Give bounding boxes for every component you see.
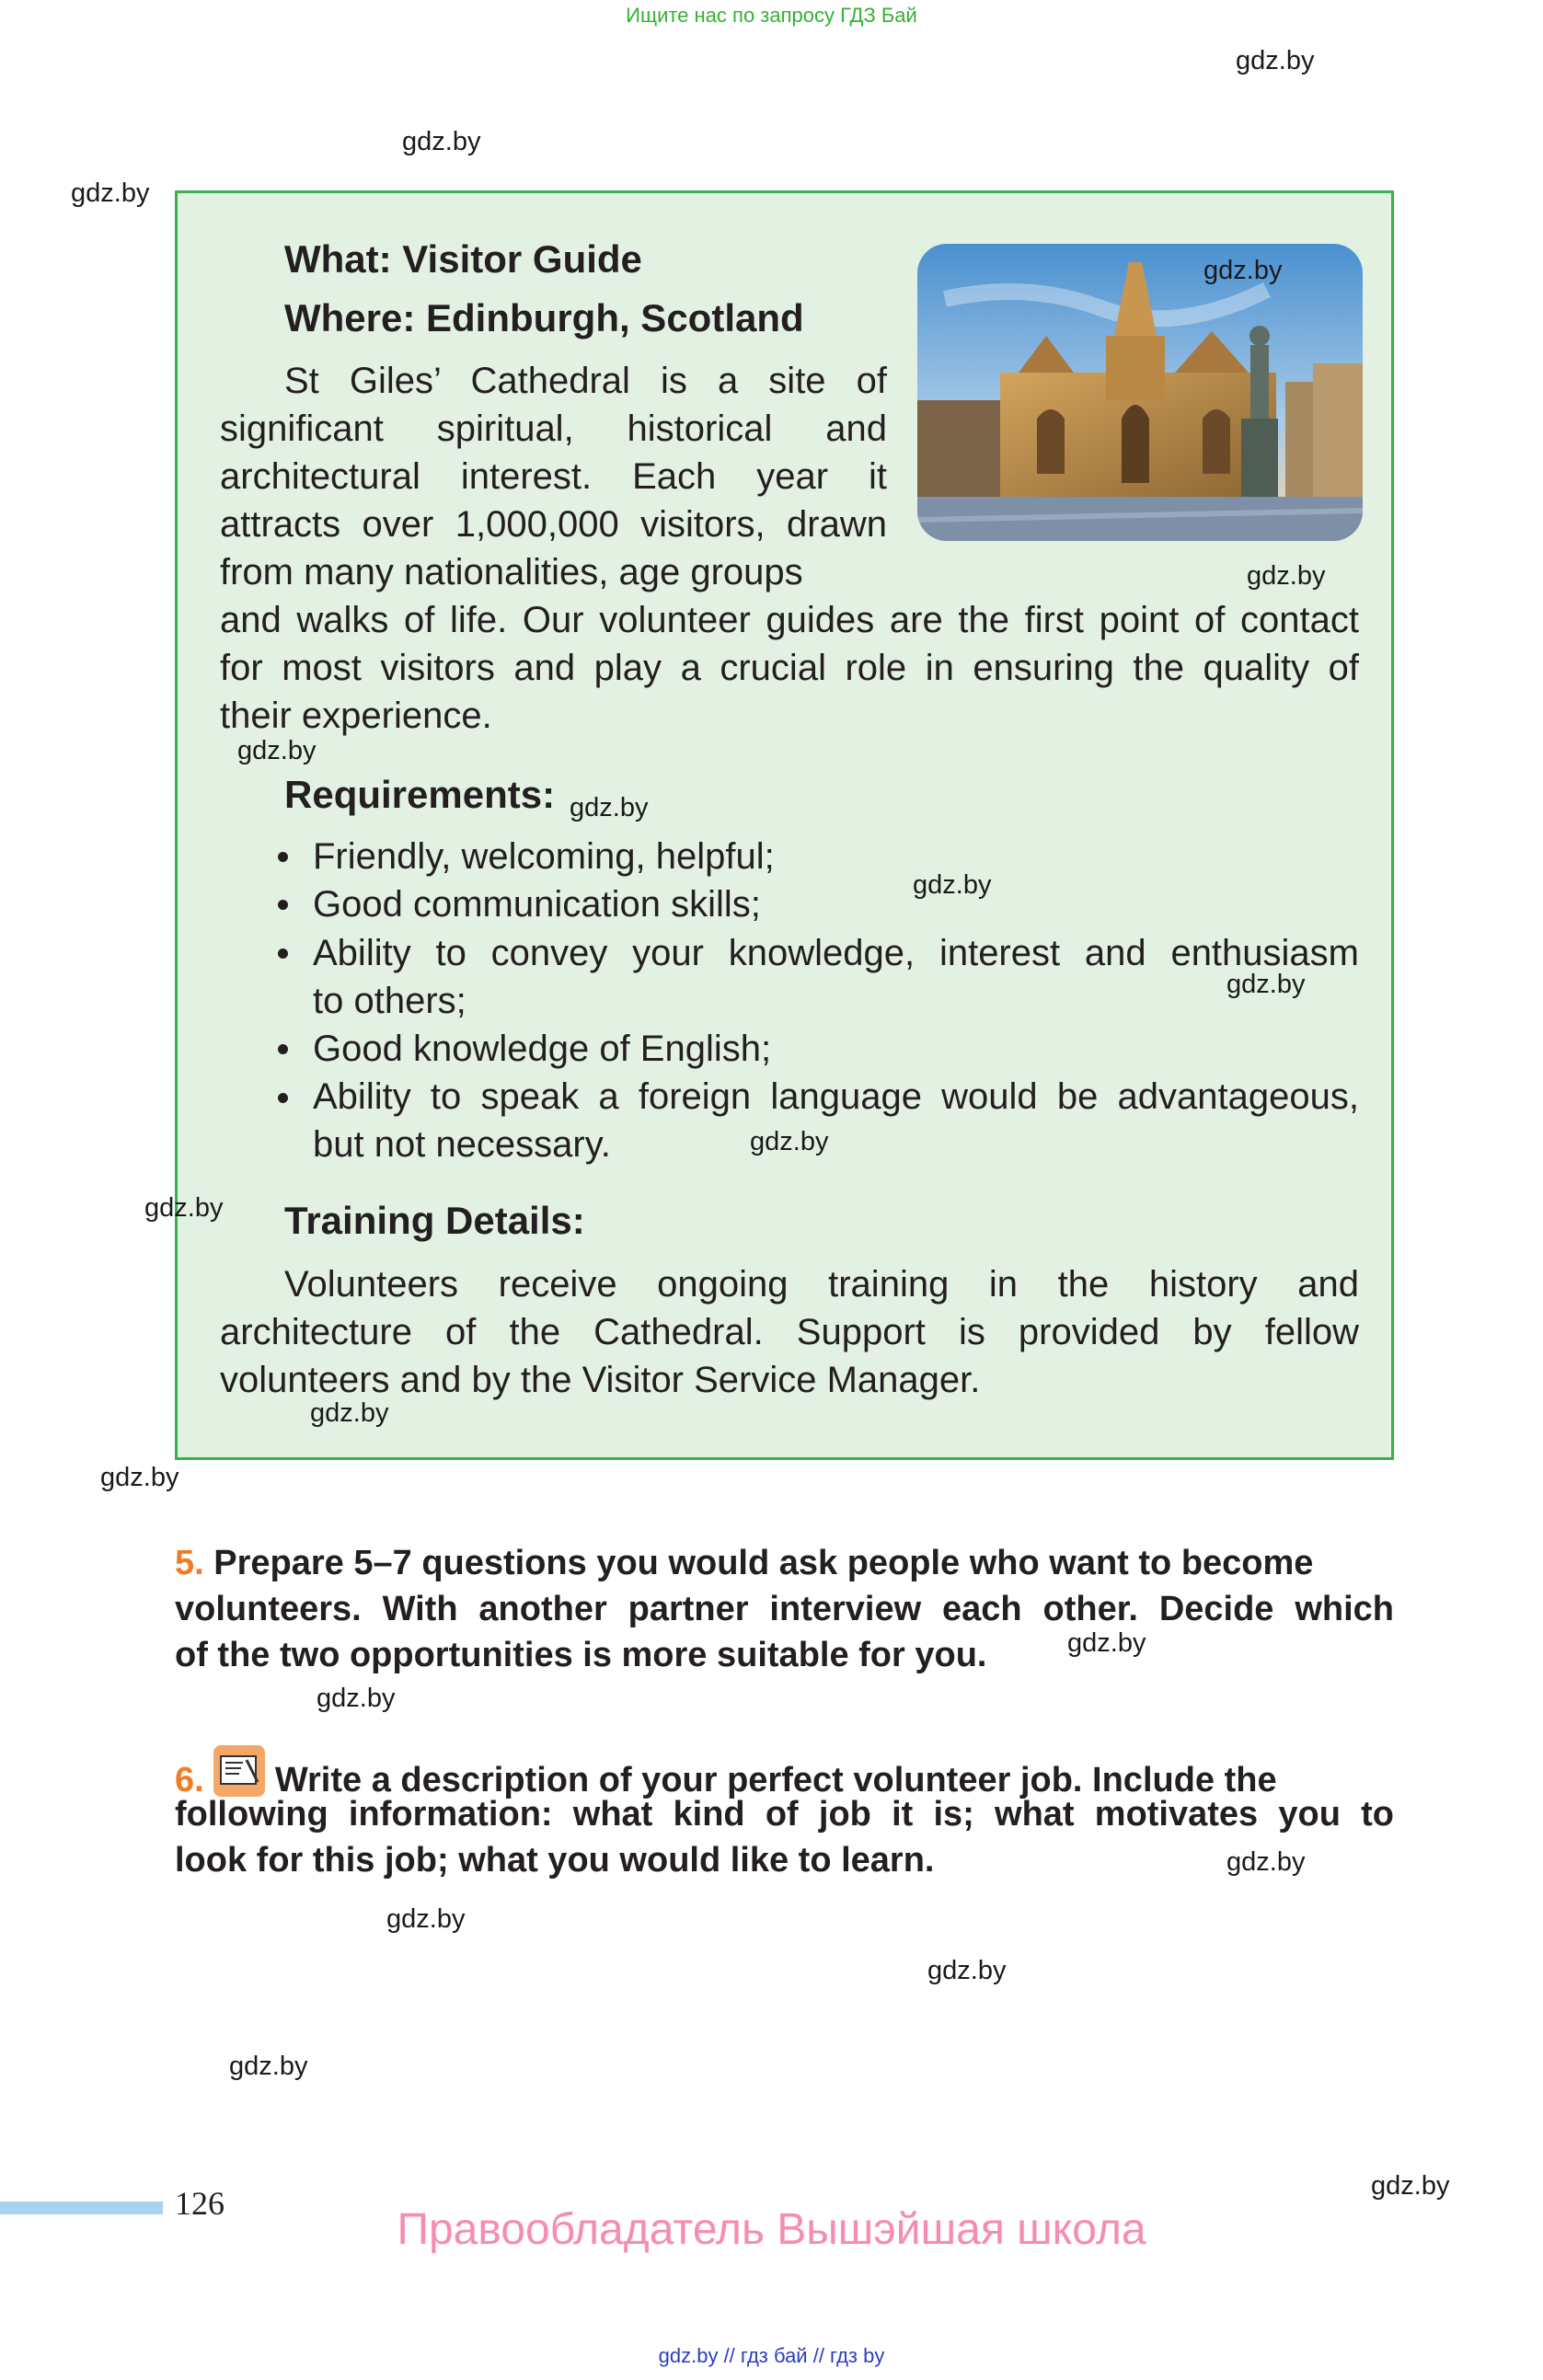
rights-holder: Правообладатель Вышэйшая школа <box>397 2205 1146 2254</box>
watermark: gdz.by <box>100 1463 179 1492</box>
watermark: gdz.by <box>1247 561 1326 591</box>
requirement-item: Good communication skills; <box>313 884 761 925</box>
watermark: gdz.by <box>1371 2171 1450 2201</box>
requirement-item: Ability to speak a foreign language would be advantageous, <box>313 1076 1359 1117</box>
task-5 <box>175 1540 1394 1586</box>
watermark: gdz.by <box>750 1127 829 1156</box>
bullet-icon <box>278 1044 288 1054</box>
intro-line: attracts over 1,000,000 visitors, drawn <box>220 504 887 545</box>
intro-line: St Giles’ Cathedral is a site of <box>284 361 887 401</box>
intro-line: significant spiritual, historical and <box>220 408 887 449</box>
task-number: 6. <box>175 1761 204 1799</box>
intro-line: from many nationalities, age groups <box>220 552 803 592</box>
watermark: gdz.by <box>1226 1847 1306 1877</box>
watermark: gdz.by <box>229 2052 308 2081</box>
footer-links[interactable]: gdz.by // гдз бай // гдз by <box>658 2344 885 2367</box>
watermark: gdz.by <box>1236 46 1315 75</box>
watermark: gdz.by <box>1203 256 1283 285</box>
where-heading: Where: Edinburgh, Scotland <box>284 296 804 339</box>
task-number: 5. <box>175 1544 204 1582</box>
bullet-icon <box>278 900 288 910</box>
intro-line: their experience. <box>220 696 492 736</box>
page-number: 126 <box>175 2185 225 2222</box>
requirement-item-continued: to others; <box>313 981 466 1021</box>
task-6-line: look for this job; what you would like to learn. <box>175 1841 935 1880</box>
writing-task-icon <box>213 1745 265 1797</box>
what-heading: What: Visitor Guide <box>284 237 642 281</box>
watermark: gdz.by <box>71 178 150 208</box>
requirement-item: Ability to convey your knowledge, interest and enthusiasm <box>313 933 1359 973</box>
requirement-item: Friendly, welcoming, helpful; <box>313 836 775 877</box>
intro-line: for most visitors and play a crucial role in ensuring the quality of <box>220 648 1359 688</box>
task-6-line: following information: what kind of job it is; what motivates you to <box>175 1795 1394 1834</box>
task-text: Write a description of your perfect volunteer job. Include the <box>274 1761 1277 1799</box>
task-text: Prepare 5–7 questions you would ask people who want to become <box>213 1544 1314 1582</box>
task-5-line: of the two opportunities is more suitable for you. <box>175 1636 987 1674</box>
watermark: gdz.by <box>927 1956 1007 1985</box>
intro-line: and walks of life. Our volunteer guides are the first point of contact <box>220 600 1359 640</box>
bullet-icon <box>278 1093 288 1103</box>
training-line: volunteers and by the Visitor Service Manager. <box>220 1360 981 1400</box>
watermark: gdz.by <box>310 1398 389 1428</box>
watermark: gdz.by <box>1226 970 1306 999</box>
requirement-item-continued: but not necessary. <box>313 1124 611 1165</box>
top-note: Ищите нас по запросу ГДЗ Бай <box>626 4 917 27</box>
bullet-icon <box>278 949 288 959</box>
training-line: Volunteers receive ongoing training in the history and <box>284 1264 1359 1305</box>
watermark: gdz.by <box>913 870 992 900</box>
requirement-item: Good knowledge of English; <box>313 1029 772 1069</box>
watermark: gdz.by <box>386 1904 466 1934</box>
task-5-line: volunteers. With another partner interview each other. Decide which <box>175 1590 1394 1628</box>
watermark: gdz.by <box>1067 1628 1146 1658</box>
training-line: architecture of the Cathedral. Support is provided by fellow <box>220 1312 1359 1352</box>
intro-line: architectural interest. Each year it <box>220 456 887 497</box>
watermark: gdz.by <box>402 127 481 156</box>
requirements-heading: Requirements: <box>284 773 556 816</box>
watermark: gdz.by <box>237 736 317 765</box>
watermark: gdz.by <box>317 1684 396 1713</box>
watermark: gdz.by <box>144 1193 224 1223</box>
cathedral-photo <box>917 244 1363 541</box>
watermark: gdz.by <box>570 793 649 822</box>
training-heading: Training Details: <box>284 1199 585 1242</box>
bullet-icon <box>278 852 288 862</box>
